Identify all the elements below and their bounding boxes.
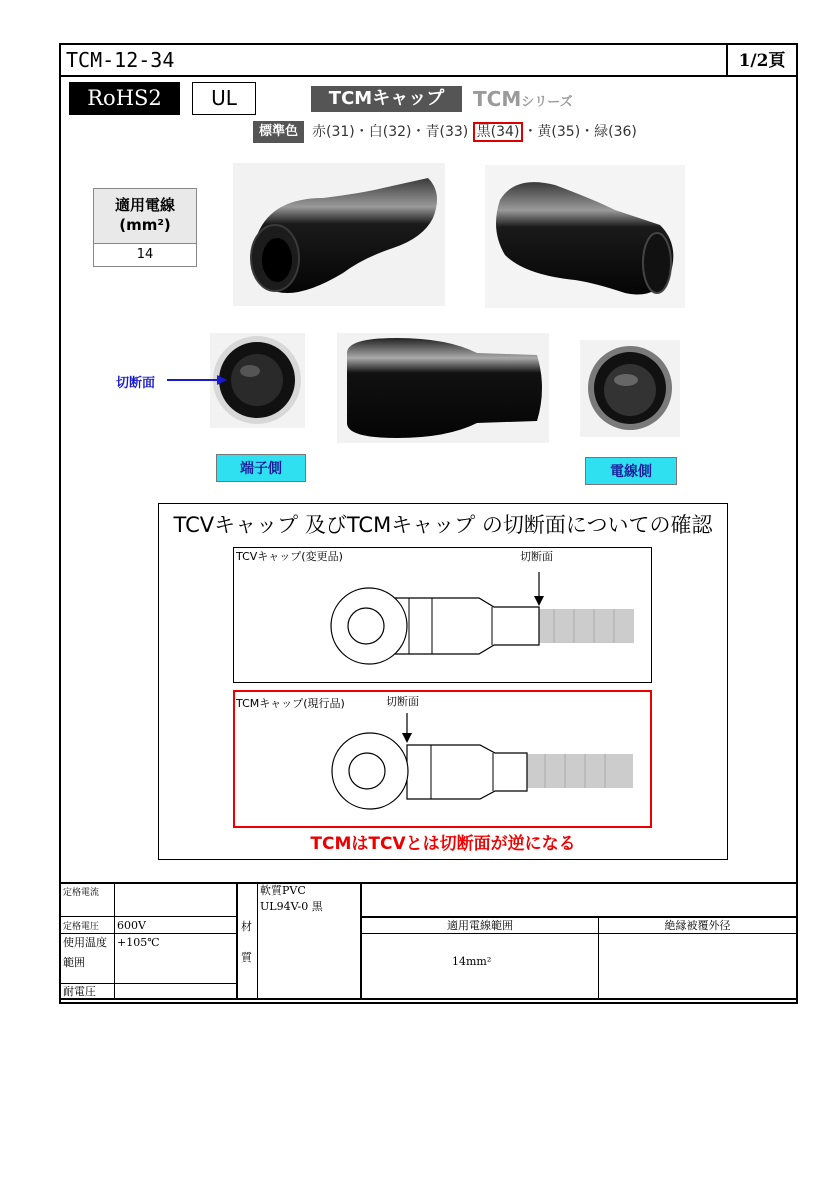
document-code: TCM-12-34 [66,48,175,72]
tcm-label: TCMキャップ(現行品) [236,697,345,710]
wire-size-header-line1: 適用電線 [114,196,175,214]
spec-col-rule [236,882,238,1000]
spec-rule [61,916,237,917]
ul-badge: UL [192,82,256,115]
color-list-after: ・黄(35)・緑(36) [523,124,637,140]
color-selected: 黒(34) [473,122,524,142]
series-sub-main: TCM [473,87,522,111]
color-list-before: 赤(31)・白(32)・青(33) [312,124,469,140]
wire-range-label: 適用電線範囲 [447,919,513,932]
spec-rule [61,983,237,984]
cap-photo-right [485,165,685,308]
rated-voltage-value: 600V [117,919,146,932]
withstand-voltage-label: 耐電圧 [63,985,96,998]
tcv-terminal-drawing [234,560,651,682]
page-number: 1/2頁 [726,45,796,77]
spec-rule [361,933,798,934]
tcm-terminal-drawing [235,705,650,827]
diagram-title: TCVキャップ 及びTCMキャップ の切断面についての確認 [173,513,713,537]
wire-size-value: 14 [136,247,154,262]
cap-side-photo [337,333,549,443]
series-title: TCMキャップ [311,86,462,112]
cut-face-label: 切断面 [116,376,156,391]
rated-current-label: 定格電流 [63,888,100,898]
spec-col-rule [360,882,362,1000]
insulation-od-label: 絶縁被覆外径 [664,919,731,932]
tcv-cut-label: 切断面 [520,550,553,563]
material-label-1: 材 [241,920,252,933]
tcm-cut-label: 切断面 [386,695,419,708]
rohs-badge: RoHS2 [69,82,180,115]
wire-size-table [93,188,197,267]
diagram-caption: TCMはTCVとは切断面が逆になる [310,834,576,854]
tcv-label: TCVキャップ(変更品) [236,550,343,563]
terminal-side-label: 端子側 [216,454,306,482]
series-subtitle [473,87,573,115]
wire-side-label: 電線側 [585,457,677,485]
wire-size-header [94,189,196,244]
series-sub-suffix: シリーズ [521,95,573,110]
material-line-1: 軟質PVC [260,884,306,897]
temp-range-value: +105℃ [117,936,160,949]
rated-voltage-label: 定格電圧 [63,922,100,932]
wire-range-value: 14mm² [452,955,492,968]
spec-rule [361,916,798,918]
wire-side-photo [580,340,680,437]
spec-col-rule [114,882,115,1000]
spec-col-rule [257,882,258,1000]
material-label-2: 質 [241,951,252,964]
material-line-2: UL94V-0 黒 [260,900,323,913]
standard-color-label: 標準色 [253,121,304,143]
wire-size-header-line2: (mm²) [119,216,171,234]
temp-range-label-2: 範囲 [63,956,85,969]
spec-bottom-rule [61,998,798,1000]
spec-top-rule [61,882,798,884]
temp-range-label-1: 使用温度 [63,936,107,949]
color-list [312,120,637,144]
cap-photo-left [233,163,445,306]
cut-face-arrow [167,372,227,388]
